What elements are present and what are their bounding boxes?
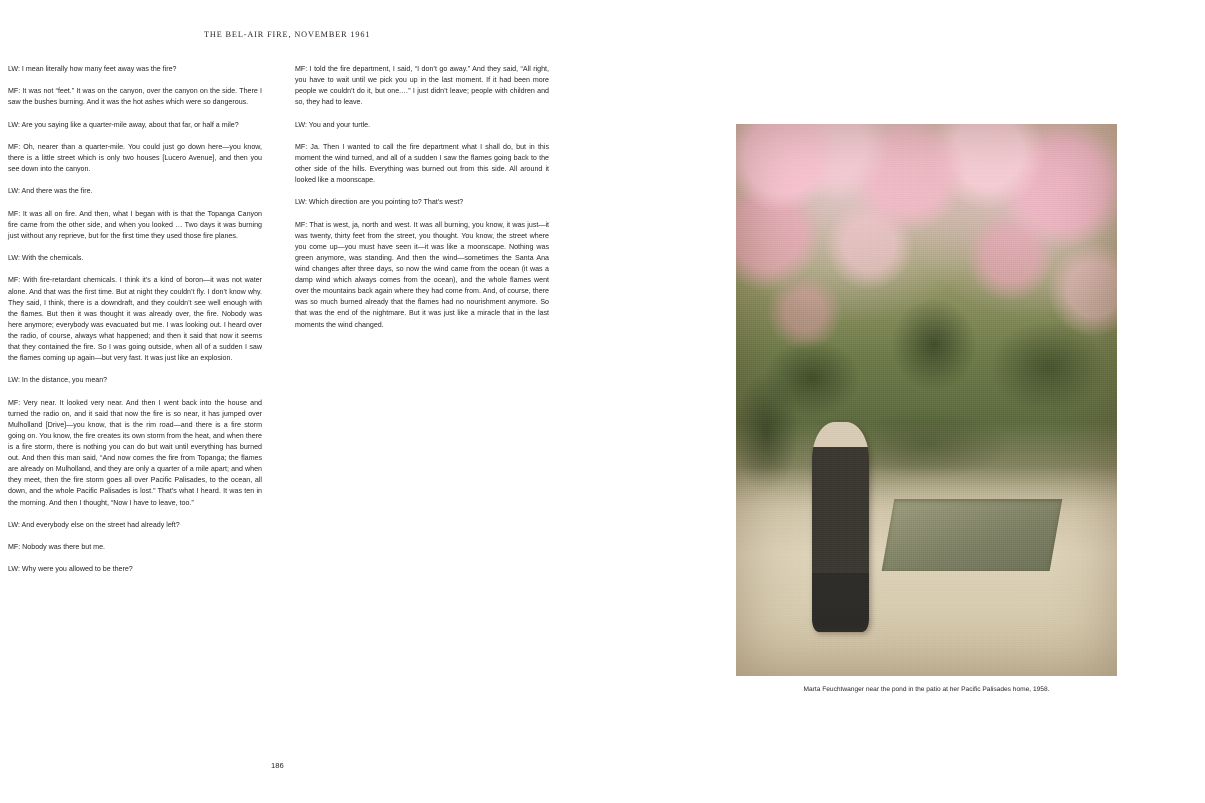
paragraph: MF: It was not “feet.” It was on the canyon, over the canyon on the side. There I saw the bushes burning. And it was the hot ashes which were so dangerous. (8, 87, 262, 107)
text-column-left (8, 64, 262, 575)
figure (736, 124, 1117, 694)
running-head: THE BEL-AIR FIRE, NOVEMBER 1961 (204, 30, 371, 39)
paragraph: MF: That is west, ja, north and west. It was all burning, you know, it was just—it was twenty, thirty feet from the street, you thought. You know, the street where you come up—you must have seen it—it was like a moonscape. Nothing was green anymore, was standing. And then the wind—sometimes the Santa Ana wind changes after three days, so now the wind came from the ocean (it was a damp wind which always comes from the ocean), and the whole flames went over the mountains back again where they had come from. And, of course, there was so much burned already that the flames had no nourishment anymore. So that was the end of the nightmare. But it was just like a miracle that in the last moments the wind changed. (295, 220, 549, 329)
paragraph: LW: I mean literally how many feet away was the fire? (8, 65, 177, 73)
text-column-right (295, 64, 549, 331)
paragraph: MF: It was all on fire. And then, what I began with is that the Topanga Canyon fire came from the other side, and when you looked … Two days it was burning just without any reprieve, but for the first time they used those fire planes. (8, 209, 262, 240)
figure-caption: Marta Feuchtwanger near the pond in the patio at her Pacific Palisades home, 1958. (803, 686, 1050, 693)
paragraph: MF: Ja. Then I wanted to call the fire department what I shall do, but in this moment the wind turned, and all of a sudden I saw the flames going back to the other side of the hills. Everything was burned out from this side. All around it looked like a moonscape. (295, 142, 549, 185)
paragraph: LW: And there was the fire. (8, 187, 93, 196)
photo-vignette-layer (736, 124, 1117, 676)
paragraph: LW: Why were you allowed to be there? (8, 565, 133, 574)
paragraph: MF: I told the fire department, I said, “I don’t go away.” And they said, “All right, you have to wait until we pick you up in the last moment. If it had been more people we couldn’t do it, but one.…” I just didn’t leave; people with children and so, they had to leave. (295, 65, 549, 107)
paragraph: LW: Which direction are you pointing to? That’s west? (295, 198, 464, 207)
paragraph: LW: In the distance, you mean? (8, 376, 108, 385)
paragraph: MF: Oh, nearer than a quarter-mile. You could just go down here—you know, there is a little street which is only two houses [Lucero Avenue], and then you see down into the canyon. (8, 142, 262, 174)
paragraph: MF: Very near. It looked very near. And then I went back into the house and turned the radio on, and it said that now the fire is so near, it has jumped over Mulholland [Drive]—you know, that is the rim road—and there is a fire storm going on. You know, the fire creates its own storm from the heat, and when there is a fire storm, there is nothing you can do but wait until everything has burned out. And then this man said, “And now comes the fire from Topanga; the flames are already on Mulholland, and they are only a quarter of a mile apart; and when they meet, then the fire storm goes all over Pacific Palisades, to the ocean, all down, and the whole Pacific Palisades is lost.” That’s what I heard. It was ten in the morning. And then I thought, “Now I have to leave, too.” (8, 398, 262, 507)
paragraph: LW: You and your turtle. (295, 120, 371, 129)
paragraph: LW: Are you saying like a quarter-mile away, about that far, or half a mile? (8, 120, 239, 129)
paragraph: LW: With the chemicals. (8, 254, 84, 263)
paragraph: MF: With fire-retardant chemicals. I think it’s a kind of boron—it was not water alone. And that was the first time. But at night they couldn’t fly. I don’t know why. They said, I think, there is a downdraft, and they couldn’t see well enough with the flames. But then it was thought it was already over, the fire. Nobody was here anymore; everybody was evacuated but me. I was looking out. I heard over the radio, of course, always what happened; and then it said that now it seems that they contained the fire. So I was going outside, when all of a sudden I saw the flames coming up again—but very fast. It was just like an explosion. (8, 276, 262, 363)
page-number: 186 (271, 761, 284, 770)
photograph (736, 124, 1117, 676)
paragraph: MF: Nobody was there but me. (8, 543, 105, 552)
paragraph: LW: And everybody else on the street had already left? (8, 520, 180, 529)
